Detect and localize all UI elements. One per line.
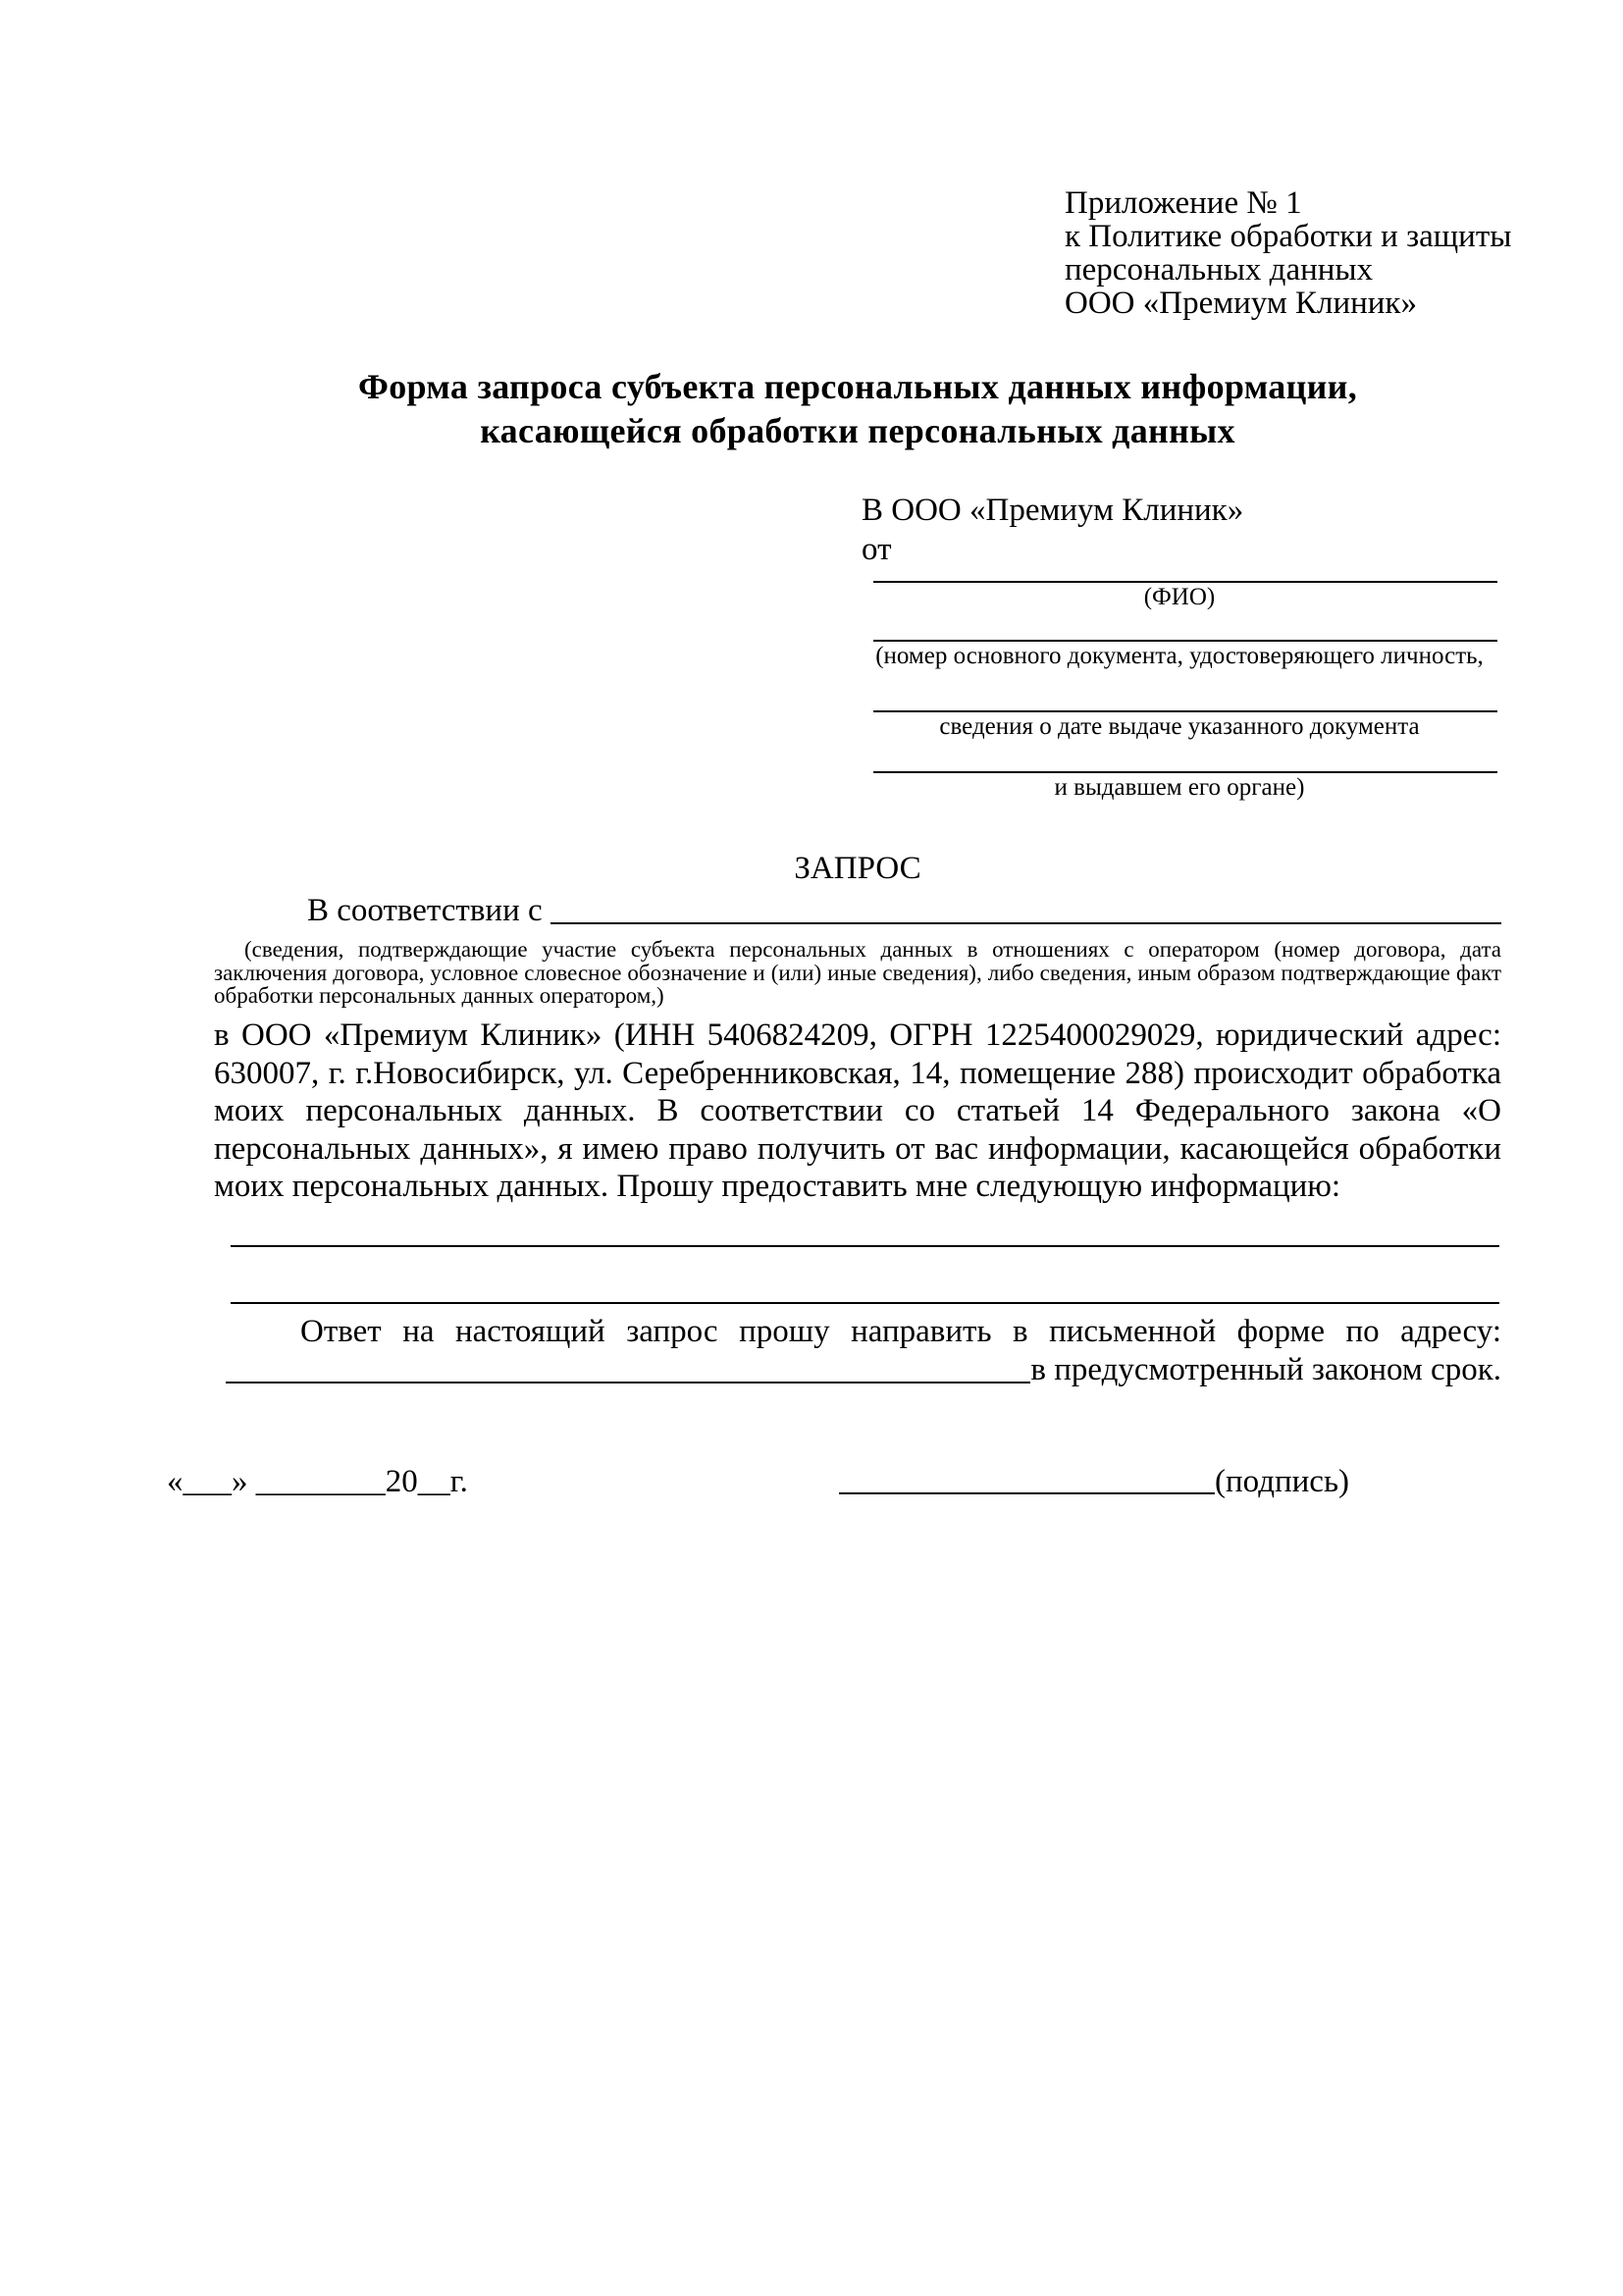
accordance-blank-line [550,891,1501,924]
body-line: в ООО «Премиум Клиник» (ИНН 5406824209, ОГРН 1225400029029, юридический адрес: [214,1018,1501,1053]
reply-line: Ответ на настоящий запрос прошу направить в письменной форме по адресу: [300,1314,1501,1349]
small-print-line: обработки персональных данных оператором,) [214,983,664,1008]
document-number-blank-line [873,612,1497,642]
document-date-caption: сведения о дате выдаче указанного документа [939,713,1420,740]
appendix-line: Приложение № 1 [1065,185,1302,221]
fio-blank-line [873,569,1497,583]
signature-blank-line [839,1463,1215,1494]
document-date-blank-line [873,671,1497,712]
reply-term-text: в предусмотренный законом срок. [1030,1351,1501,1387]
appendix-line: ООО «Премиум Клиник» [1065,286,1417,321]
document-number-caption: (номер основного документа, удостоверяющего личность, [875,643,1484,669]
address-blank-line [226,1351,1030,1384]
information-blank-line-1 [231,1218,1499,1247]
signature-caption: (подпись) [1215,1464,1349,1499]
addressee-to: В ООО «Премиум Клиник» [862,493,1244,528]
body-line: моих персональных данных. В соответствии со статьей 14 Федерального закона «О [214,1093,1501,1128]
small-print-line: (сведения, подтверждающие участие субъекта персональных данных в отношениях с оператором (номер договора, дата [244,937,1501,962]
appendix-line: персональных данных [1065,252,1374,287]
request-heading: ЗАПРОС [794,851,921,886]
addressee-from-label: от [862,532,892,567]
form-title-line: касающейся обработки персональных данных [480,411,1235,450]
reply-address-line [214,1351,1501,1389]
issuing-authority-blank-line [873,742,1497,773]
date-blank: «___» ________20__г. [167,1464,468,1499]
form-title-line: Форма запроса субъекта персональных данных информации, [357,367,1358,406]
body-line: 630007, г. г.Новосибирск, ул. Серебренниковская, 14, помещение 288) происходит обработка [214,1055,1501,1091]
body-line: персональных данных», я имею право получить от вас информации, касающейся обработки [214,1130,1501,1167]
form-title [214,365,1501,453]
signature-block [839,1462,1349,1501]
date-signature-row [167,1462,1349,1501]
information-blank-line-2 [231,1275,1499,1304]
body-line: моих персональных данных. Прошу предоставить мне следующую информацию: [214,1169,1341,1204]
fio-caption: (ФИО) [1143,584,1216,610]
appendix-line: к Политике обработки и защиты [1065,219,1512,254]
accordance-line [214,891,1501,930]
small-print-line: заключения договора, условное словесное обозначение и (или) иные сведения), либо сведения, иным образом подтверждающие факт [214,960,1501,985]
accordance-label: В соответствии с [307,893,550,928]
body-paragraph [214,1017,1501,1206]
small-print-note [214,938,1501,1008]
reply-paragraph [214,1313,1501,1388]
issuing-authority-caption: и выдавшем его органе) [1054,774,1305,801]
addressee-block [862,491,1497,803]
appendix-note [1065,186,1511,320]
